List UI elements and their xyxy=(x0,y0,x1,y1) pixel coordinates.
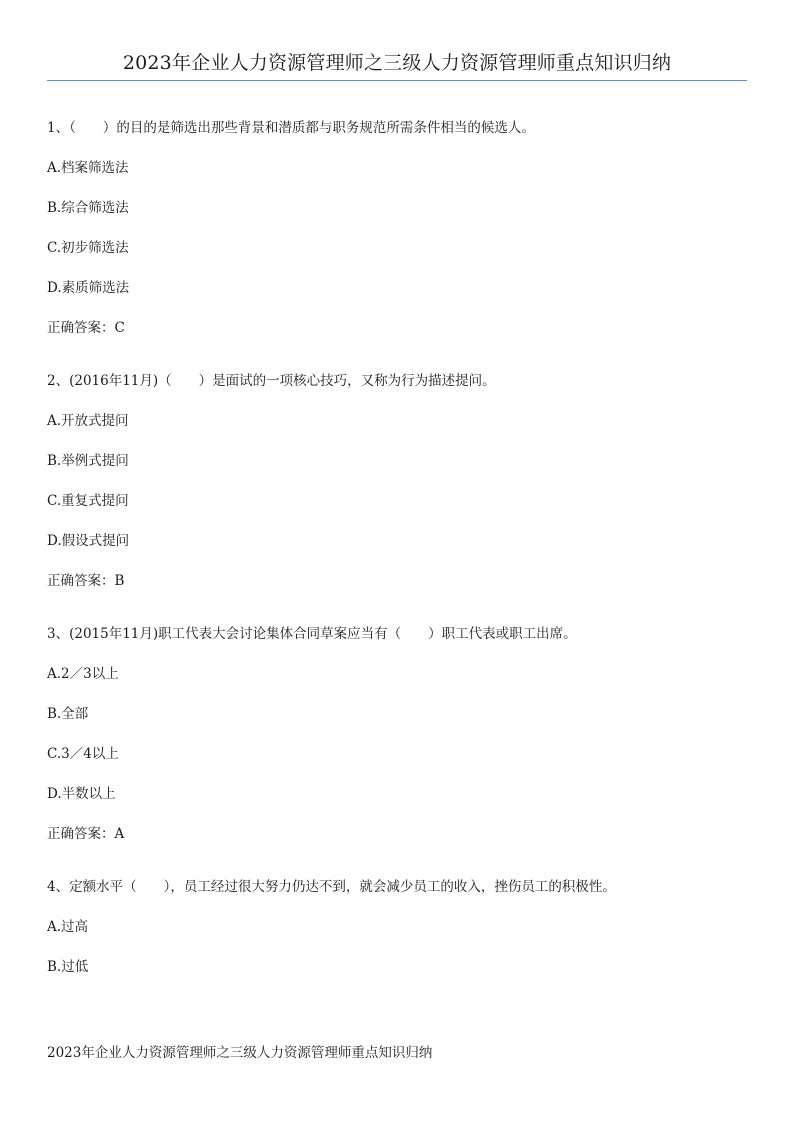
option-b: B.过低 xyxy=(47,959,89,975)
question-text: 2、(2016年11月)（ ）是面试的一项核心技巧，又称为行为描述提问。 xyxy=(47,373,496,389)
option-d: D.素质筛选法 xyxy=(47,280,130,296)
option-a: A.档案筛选法 xyxy=(47,160,129,176)
option-a: A.开放式提问 xyxy=(47,413,129,429)
option-b: B.综合筛选法 xyxy=(47,200,129,216)
correct-answer: 正确答案：A xyxy=(47,826,125,842)
option-c: C.3／4以上 xyxy=(47,746,119,762)
option-a: A.2／3以上 xyxy=(47,666,119,682)
option-b: B.全部 xyxy=(47,706,89,722)
question-text: 4、定额水平（ ），员工经过很大努力仍达不到，就会减少员工的收入，挫伤员工的积极性。 xyxy=(47,879,616,895)
option-c: C.初步筛选法 xyxy=(47,240,129,256)
option-a: A.过高 xyxy=(47,919,89,935)
correct-answer: 正确答案：B xyxy=(47,573,125,589)
option-b: B.举例式提问 xyxy=(47,453,129,469)
header-divider xyxy=(47,80,747,81)
question-2 xyxy=(47,371,747,591)
question-1 xyxy=(47,118,747,338)
option-c: C.重复式提问 xyxy=(47,493,129,509)
question-4 xyxy=(47,877,747,977)
question-3 xyxy=(47,624,747,844)
option-d: D.假设式提问 xyxy=(47,533,130,549)
option-d: D.半数以上 xyxy=(47,786,116,802)
question-text: 1、（ ）的目的是筛选出那些背景和潜质都与职务规范所需条件相当的候选人。 xyxy=(47,120,535,136)
question-text: 3、(2015年11月)职工代表大会讨论集体合同草案应当有（ ）职工代表或职工出席。 xyxy=(47,626,577,642)
page-footer-title: 2023年企业人力资源管理师之三级人力资源管理师重点知识归纳 xyxy=(47,1045,433,1061)
correct-answer: 正确答案：C xyxy=(47,320,125,336)
page-header-title: 2023年企业人力资源管理师之三级人力资源管理师重点知识归纳 xyxy=(122,52,672,74)
question-list xyxy=(47,118,747,997)
